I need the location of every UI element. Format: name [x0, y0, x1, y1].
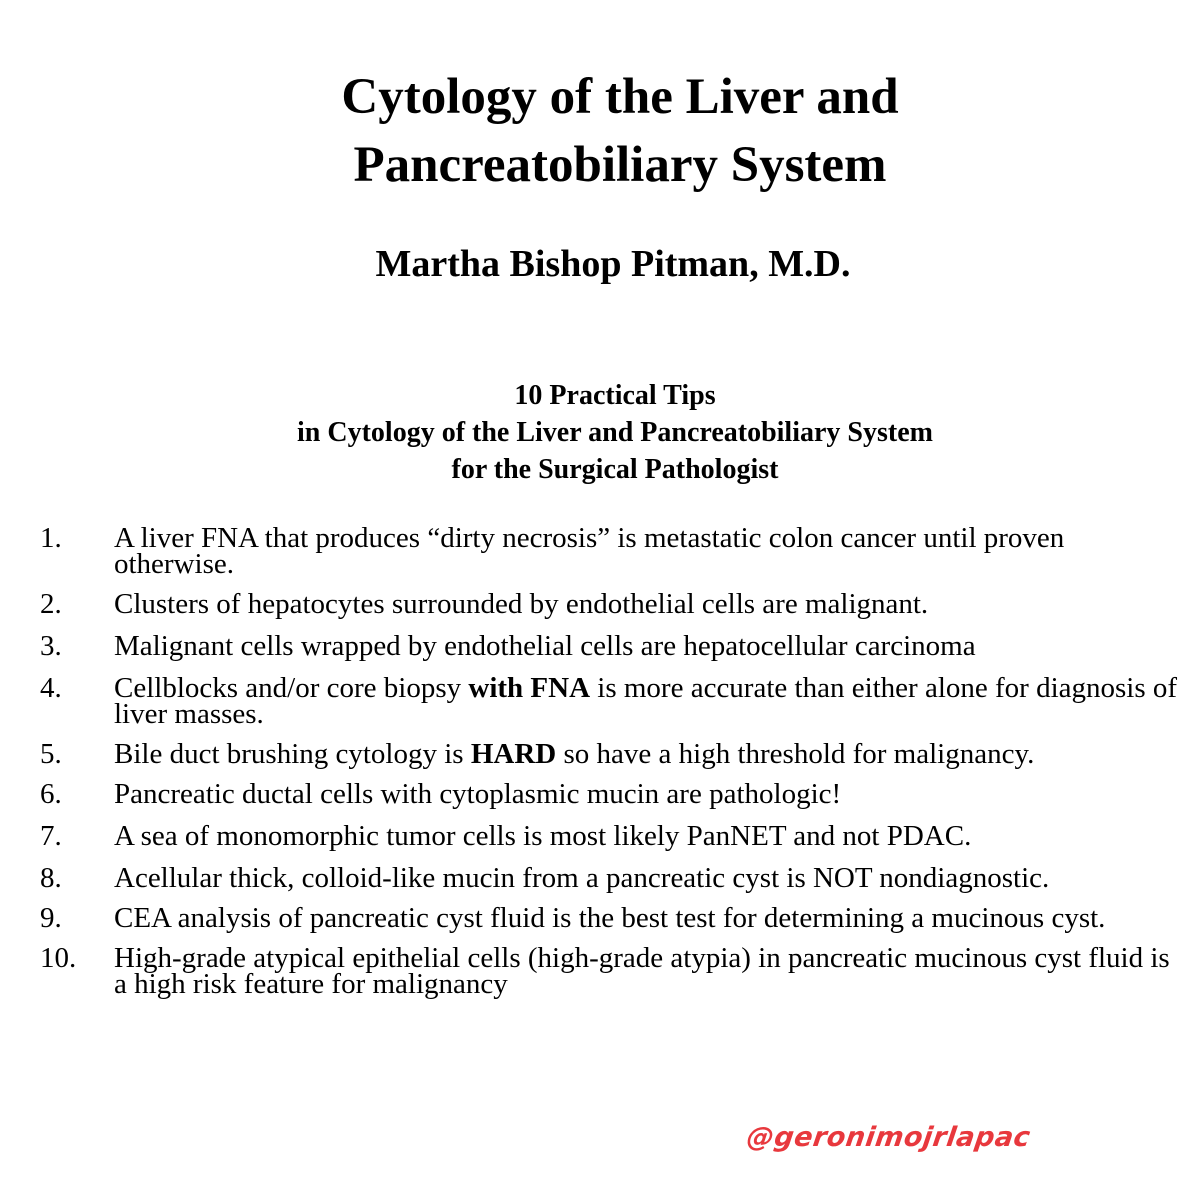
watermark-handle: @geronimojrlapac: [744, 1122, 1033, 1153]
tip-item: [40, 862, 1180, 894]
tip-item: [40, 820, 1180, 852]
tip-text: Bile duct brushing cytology is HARD so have a high threshold for malignancy.: [114, 738, 1035, 770]
tip-number: 1.: [40, 522, 62, 554]
tip-item: [40, 588, 1180, 620]
tip-item: [40, 902, 1180, 934]
tip-number: 6.: [40, 778, 62, 810]
tip-item: [40, 942, 1180, 1000]
tip-item: [40, 738, 1180, 770]
tip-text: A liver FNA that produces “dirty necrosis” is metastatic colon cancer until proven otherwise.: [114, 522, 1065, 580]
tip-number: 3.: [40, 630, 62, 662]
tip-item: [40, 778, 1180, 810]
tips-heading-line-2: in Cytology of the Liver and Pancreatobiliary System: [297, 417, 933, 448]
document-title: [0, 63, 1200, 199]
tip-text: Pancreatic ductal cells with cytoplasmic mucin are pathologic!: [114, 778, 842, 810]
tip-number: 4.: [40, 672, 62, 704]
tips-heading-line-1: 10 Practical Tips: [514, 380, 716, 411]
title-line-1: Cytology of the Liver and: [341, 69, 899, 125]
author-name: Martha Bishop Pitman, M.D.: [375, 243, 851, 285]
tip-text: Clusters of hepatocytes surrounded by endothelial cells are malignant.: [114, 588, 929, 620]
tip-text: CEA analysis of pancreatic cyst fluid is the best test for determining a mucinous cyst.: [114, 902, 1106, 934]
tips-list: [40, 522, 1180, 1011]
tip-text: High-grade atypical epithelial cells (high-grade atypia) in pancreatic mucinous cyst fluid is a high risk feature for malignancy: [114, 942, 1170, 1000]
title-line-2: Pancreatobiliary System: [353, 137, 887, 193]
tip-number: 5.: [40, 738, 62, 770]
tips-heading-line-3: for the Surgical Pathologist: [451, 454, 779, 485]
tip-item: [40, 672, 1180, 730]
tip-number: 8.: [40, 862, 62, 894]
tip-text: A sea of monomorphic tumor cells is most likely PanNET and not PDAC.: [114, 820, 972, 852]
tip-number: 7.: [40, 820, 62, 852]
tip-text: Cellblocks and/or core biopsy with FNA is more accurate than either alone for diagnosis of liver masses.: [114, 672, 1178, 730]
tip-text: Malignant cells wrapped by endothelial cells are hepatocellular carcinoma: [114, 630, 976, 662]
tip-number: 2.: [40, 588, 62, 620]
tip-item: [40, 630, 1180, 662]
tip-text: Acellular thick, colloid-like mucin from a pancreatic cyst is NOT nondiagnostic.: [114, 862, 1050, 894]
tip-item: [40, 522, 1180, 580]
tips-heading: [0, 377, 1200, 488]
tip-number: 10.: [40, 942, 77, 974]
tip-number: 9.: [40, 902, 62, 934]
